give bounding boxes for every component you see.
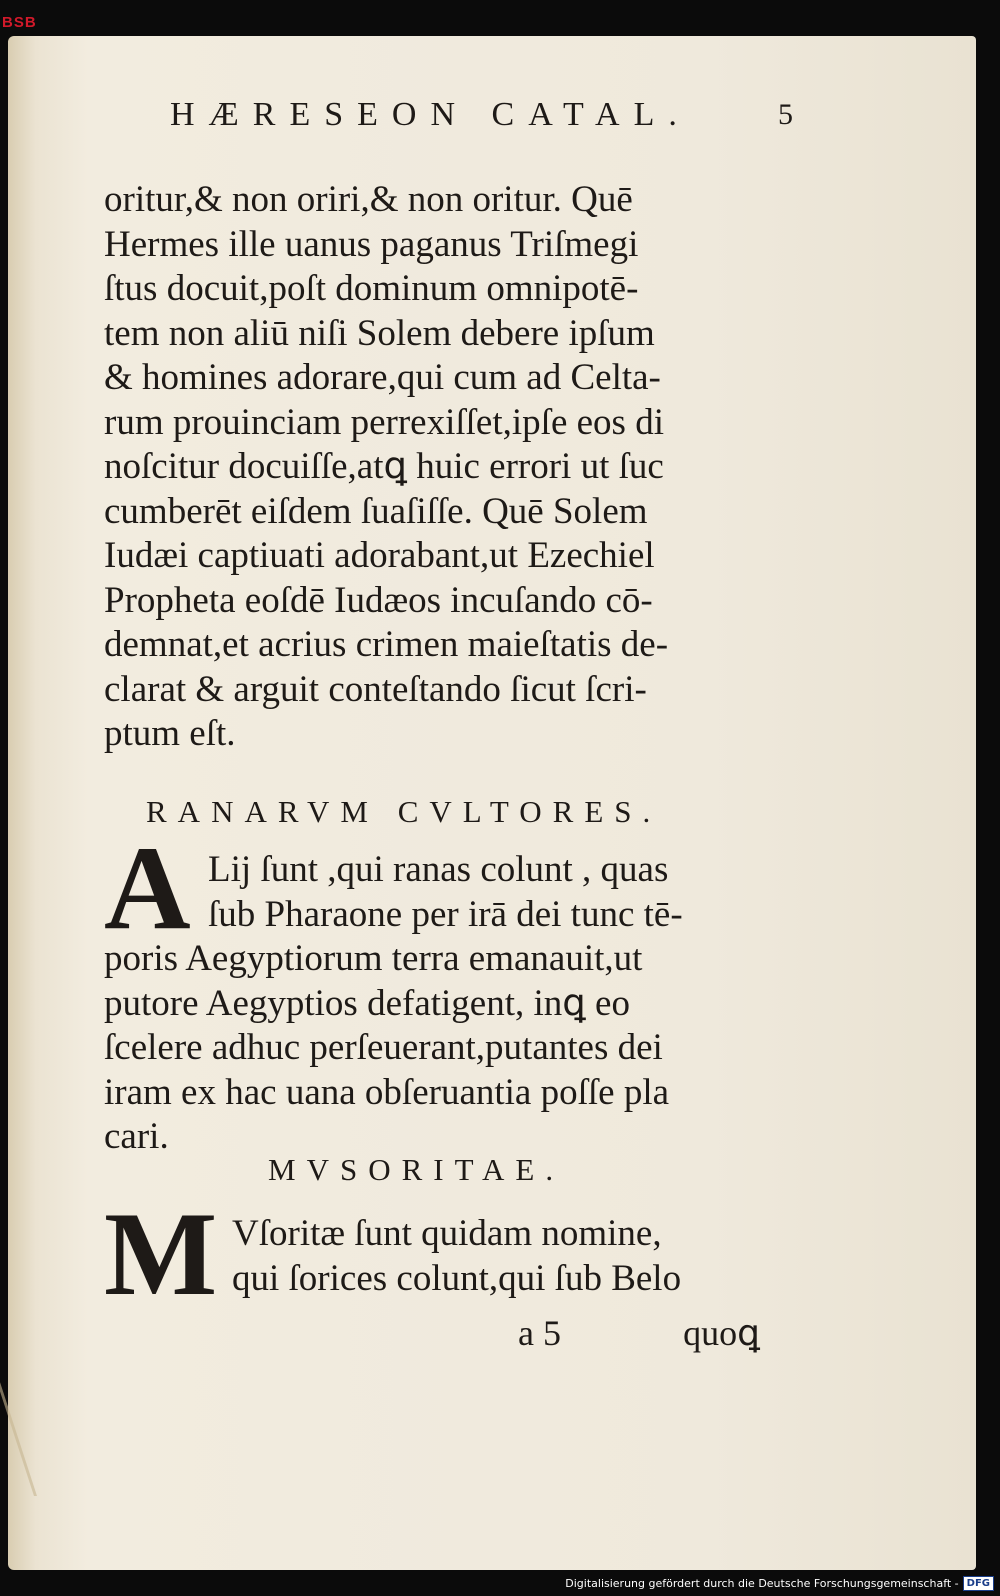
paragraph-2 <box>104 937 764 1160</box>
text-line: demnat,et acrius crimen maieſtatis de- <box>104 624 669 665</box>
section-heading-ranarum: RANARVM CVLTORES. <box>146 794 662 829</box>
page-edge-crack <box>0 1336 97 1496</box>
signature-mark: a 5 <box>518 1313 561 1353</box>
text-line: putore Aegyptios defatigent, inꝗ eo <box>104 982 630 1024</box>
paragraph-2-indented <box>208 848 764 937</box>
paragraph-1 <box>104 178 764 757</box>
text-line: poris Aegyptiorum terra emanauit,ut <box>104 938 643 979</box>
text-line: Iudæi captiuati adorabant,ut Ezechiel <box>104 535 655 576</box>
text-line: ſub Pharaone per irā dei tunc tē- <box>208 893 683 935</box>
text-line: iram ex hac uana obſeruantia poſſe pla <box>104 1071 670 1113</box>
text-line: cari. <box>104 1116 169 1157</box>
text-line: tem non aliū niſi Solem debere ipſum <box>104 312 655 354</box>
text-line: Hermes ille uanus paganus Triſmegi <box>104 223 639 265</box>
footer-text: Digitalisierung gefördert durch die Deutsche Forschungsgemeinschaft - <box>565 1576 959 1590</box>
dfg-logo: DFG <box>963 1576 994 1591</box>
catchword: quoꝗ <box>683 1313 760 1353</box>
text-line: clarat & arguit conteſtando ſicut ſcri- <box>104 668 647 710</box>
running-header <box>170 84 810 144</box>
catchword-row <box>100 1312 760 1362</box>
paragraph-3-indented <box>232 1212 764 1301</box>
text-line: Lij ſunt ,qui ranas colunt , quas <box>208 849 669 890</box>
digitization-footer <box>565 1574 994 1592</box>
running-title: HÆRESEON CATAL. <box>170 96 691 133</box>
text-line: Propheta eoſdē Iudæos incuſando cō- <box>104 579 653 621</box>
text-line: rum prouinciam perrexiſſet,ipſe eos di <box>104 401 664 443</box>
section-heading-musoritae: MVSORITAE. <box>268 1152 565 1187</box>
text-line: noſcitur docuiſſe,atꝗ huic errori ut ſuc <box>104 446 664 487</box>
text-line: oritur,& non oriri,& non oritur. Quē <box>104 179 633 220</box>
page-number: 5 <box>778 98 793 131</box>
text-line: ſtus docuit,poſt dominum omnipotē- <box>104 268 639 309</box>
text-line: Vſoritæ ſunt quidam nomine, <box>232 1213 662 1254</box>
text-line: & homines adorare,qui cum ad Celta- <box>104 357 661 398</box>
drop-cap-m: M <box>104 1187 218 1320</box>
library-logo: BSB <box>2 14 37 31</box>
drop-cap-a: A <box>104 821 191 954</box>
text-line: qui ſorices colunt,qui ſub Belo <box>232 1257 682 1299</box>
text-line: cumberēt eiſdem ſuaſiſſe. Quē Solem <box>104 490 648 532</box>
text-line: ſcelere adhuc perſeuerant,putantes dei <box>104 1027 663 1068</box>
text-line: ptum eſt. <box>104 713 236 754</box>
